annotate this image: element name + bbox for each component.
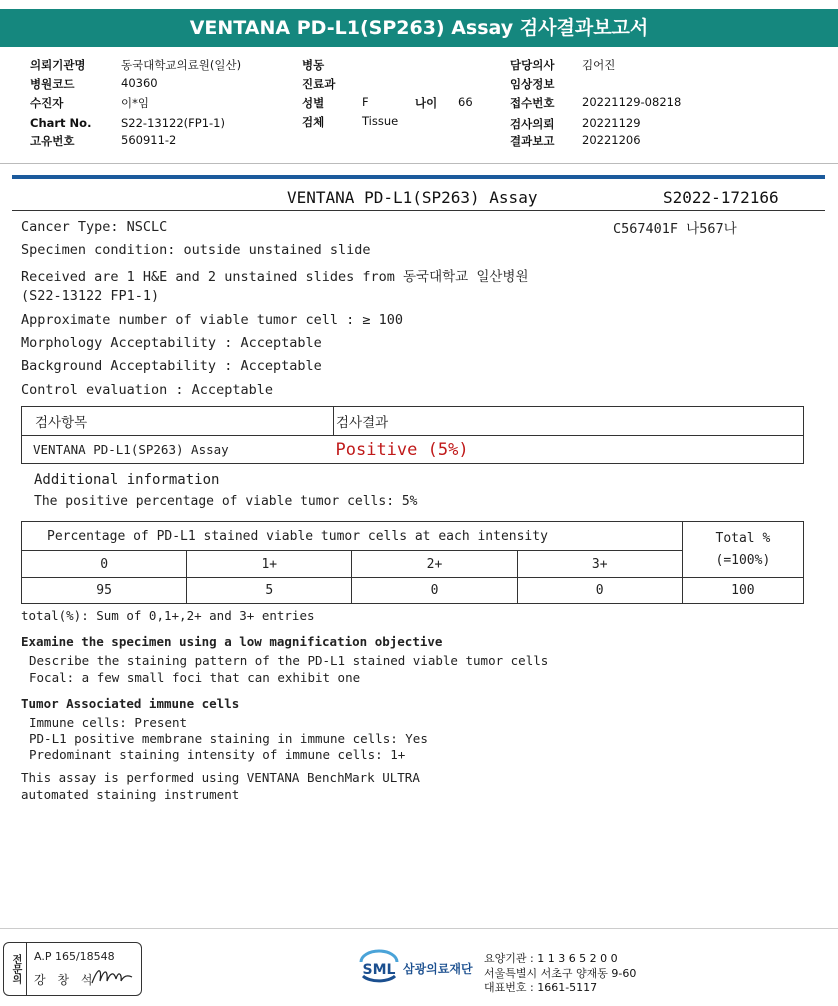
header-value: 40360 bbox=[121, 76, 158, 90]
org-code: 요양기관 : 1 1 3 6 5 2 0 0 bbox=[484, 952, 618, 965]
immune-line: PD-L1 positive membrane staining in immune cells: Yes bbox=[29, 731, 428, 746]
intensity-header: 3+ bbox=[517, 551, 682, 578]
header-value: 66 bbox=[458, 95, 473, 109]
header-label: 병원코드 bbox=[30, 77, 75, 91]
sml-logo-text: SML bbox=[362, 962, 396, 978]
report-line: (S22-13122 FP1-1) bbox=[21, 288, 160, 304]
report-line: Cancer Type: NSCLC bbox=[21, 219, 168, 235]
intensity-caption: Percentage of PD-L1 stained viable tumor cells at each intensity bbox=[22, 522, 683, 551]
total-label: Total % bbox=[715, 530, 771, 546]
header-label: 검체 bbox=[302, 115, 325, 129]
header-value: 20221206 bbox=[582, 133, 641, 147]
result-header-result: 검사결과 bbox=[334, 407, 804, 436]
additional-title: Additional information bbox=[34, 472, 220, 488]
header-value: F bbox=[362, 95, 369, 109]
immune-title: Tumor Associated immune cells bbox=[21, 696, 240, 711]
report-line: Control evaluation : Acceptable bbox=[21, 382, 273, 398]
total-header bbox=[682, 522, 803, 578]
report-line: Morphology Acceptability : Acceptable bbox=[21, 335, 322, 351]
result-table bbox=[21, 406, 804, 464]
stamp-name: 강 창 석 bbox=[34, 973, 97, 987]
header-label: 수진자 bbox=[30, 96, 64, 110]
intensity-value: 0 bbox=[517, 578, 682, 604]
closing-line: This assay is performed using VENTANA BenchMark ULTRA bbox=[21, 770, 420, 785]
closing-line: automated staining instrument bbox=[21, 787, 240, 802]
block-id: C567401F 나567나 bbox=[613, 221, 737, 237]
org-name: 삼광의료재단 bbox=[403, 962, 473, 976]
header-label: 나이 bbox=[415, 96, 438, 110]
header-value: S22-13122(FP1-1) bbox=[121, 116, 225, 130]
header-label: 고유번호 bbox=[30, 134, 75, 148]
header-value: 560911-2 bbox=[121, 133, 177, 147]
header-label: 검사의뢰 bbox=[510, 117, 555, 131]
intensity-value: 95 bbox=[22, 578, 187, 604]
intensity-header: 0 bbox=[22, 551, 187, 578]
header-label: 진료과 bbox=[302, 77, 336, 91]
stamp-side-label: 전문의 bbox=[4, 943, 27, 995]
report-line: Approximate number of viable tumor cell : ≥ 100 bbox=[21, 312, 404, 328]
header-value: Tissue bbox=[362, 114, 399, 128]
intensity-header: 1+ bbox=[187, 551, 352, 578]
total-note: total(%): Sum of 0,1+,2+ and 3+ entries bbox=[21, 608, 315, 623]
low-mag-line: Describe the staining pattern of the PD-L1 stained viable tumor cells bbox=[29, 653, 549, 668]
header-label: 의뢰기관명 bbox=[30, 58, 86, 72]
header-label: 접수번호 bbox=[510, 96, 555, 110]
low-mag-title: Examine the specimen using a low magnification objective bbox=[21, 634, 443, 649]
signature-icon bbox=[90, 963, 136, 989]
header-divider bbox=[0, 163, 838, 164]
stamp-ap-number: A.P 165/18548 bbox=[34, 950, 115, 963]
report-line: Received are 1 H&E and 2 unstained slides from 동국대학교 일산병원 bbox=[21, 269, 529, 285]
footer-divider bbox=[0, 928, 838, 929]
header-value: 20221129 bbox=[582, 116, 641, 130]
low-mag-line: Focal: a few small foci that can exhibit one bbox=[29, 670, 361, 685]
immune-line: Immune cells: Present bbox=[29, 715, 188, 730]
header-value: 김어진 bbox=[582, 58, 616, 72]
case-number: S2022-172166 bbox=[663, 188, 779, 207]
result-value: Positive (5%) bbox=[334, 436, 804, 464]
assay-title: VENTANA PD-L1(SP263) Assay bbox=[287, 188, 538, 207]
intensity-table bbox=[21, 521, 804, 604]
org-phone: 대표번호 : 1661-5117 bbox=[484, 981, 598, 994]
immune-line: Predominant staining intensity of immune cells: 1+ bbox=[29, 747, 406, 762]
header-value: 이*임 bbox=[121, 96, 149, 110]
header-label: 결과보고 bbox=[510, 134, 555, 148]
intensity-value: 5 bbox=[187, 578, 352, 604]
header-value: 동국대학교의료원(일산) bbox=[121, 58, 242, 72]
sml-logo-icon bbox=[357, 948, 401, 986]
header-label: 병동 bbox=[302, 58, 325, 72]
additional-text: The positive percentage of viable tumor cells: 5% bbox=[34, 494, 418, 509]
report-line: Background Acceptability : Acceptable bbox=[21, 358, 322, 374]
header-value: 20221129-08218 bbox=[582, 95, 682, 109]
result-item: VENTANA PD-L1(SP263) Assay bbox=[22, 436, 334, 464]
result-header-item: 검사항목 bbox=[22, 407, 334, 436]
pathologist-stamp bbox=[3, 942, 142, 996]
section-divider bbox=[12, 175, 825, 179]
intensity-value: 0 bbox=[352, 578, 517, 604]
org-address: 서울특별시 서초구 양재동 9-60 bbox=[484, 967, 637, 980]
header-label: 임상정보 bbox=[510, 77, 555, 91]
header-label: Chart No. bbox=[30, 116, 92, 130]
total-label-sub: (=100%) bbox=[715, 552, 771, 568]
intensity-header: 2+ bbox=[352, 551, 517, 578]
report-title: VENTANA PD-L1(SP263) Assay 검사결과보고서 bbox=[0, 9, 838, 47]
header-label: 성별 bbox=[302, 96, 325, 110]
report-line: Specimen condition: outside unstained slide bbox=[21, 242, 371, 258]
heading-rule bbox=[12, 210, 825, 211]
header-label: 담당의사 bbox=[510, 58, 555, 72]
total-value: 100 bbox=[682, 578, 803, 604]
